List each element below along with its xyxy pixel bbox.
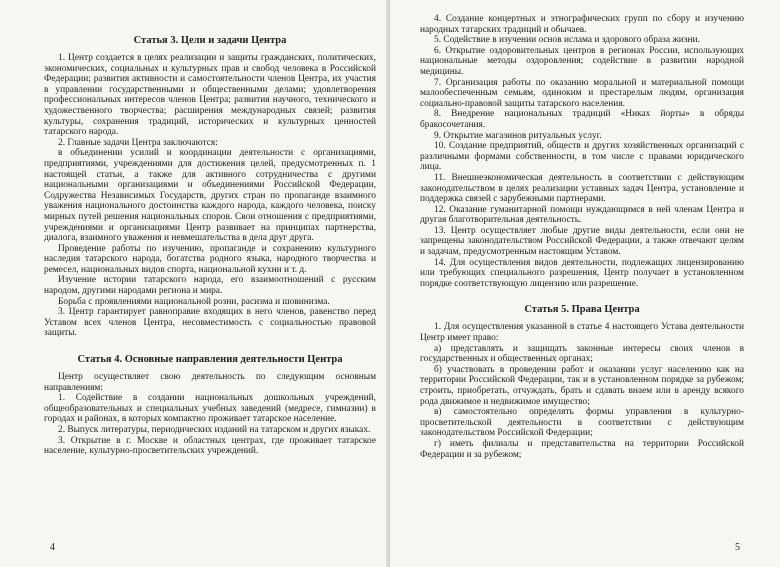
article-5-title: Статья 5. Права Центра — [524, 304, 640, 316]
article-3-paragraph: Изучение истории татарского народа, его взаимоотношений с русским народом, другими народами региона и мира. — [44, 275, 376, 297]
article-5-paragraph: 1. Для осуществления указанной в статье 4 настоящего Устава деятельности Центр имеет право: — [420, 322, 744, 344]
page-number-right: 5 — [735, 542, 740, 553]
article-3-paragraph: Борьба с проявлениями национальной розни, расизма и шовинизма. — [58, 296, 330, 307]
article-4-item: 9. Открытие магазинов ритуальных услуг. — [434, 130, 602, 141]
article-3-paragraph: в объединении усилий и координации деятельности с организациями, предприятиями, учреждениями для достижения целей, предусмотренных п. 1 настоящей статьи, а также для активного сотрудничества с другими национальными организациями и объединениями Российской Федерации, Содружества Независимых Государств, других стран по пропаганде взаимного уважения национального достоинства каждого народа, каждого человека, поиску мирных путей решения национальных споров. Свои отношения с предприятиями, учреждениями и организациями Центр развивает на принципах партнерства, диалога, взаимного уважения и невмешательства в дела друг друга. — [44, 148, 376, 244]
article-5-paragraph: б) участвовать в проведении работ и оказании услуг населению как на территории Российской Федерации, так и в установленном порядке за рубежом; строить, приобретать, отчуждать, брать и сдавать внаем или в аренду всякого рода движимое и недвижимое имущество; — [420, 364, 744, 407]
article-4-item: 8. Внедрение национальных традиций «Никах йорты» в обряды бракосочетания. — [420, 109, 744, 130]
article-4-paragraph: 3. Открытие в г. Москве и областных центрах, где проживает татарское население, культурно-просветительских учреждений. — [44, 435, 376, 457]
article-3-paragraph: 2. Главные задачи Центра заключаются: — [58, 137, 218, 148]
article-4-item: 11. Внешнеэкономическая деятельность в соответствии с действующим законодательством в целях реализации уставных задач Центра, установление и поддержка связей с зарубежными партнерами. — [420, 172, 744, 205]
article-5-paragraph: г) иметь филиалы и представительства на территории Российской Федерации и за рубежом; — [420, 438, 744, 460]
section-gap — [420, 289, 744, 303]
article-3-paragraph: Проведение работы по изучению, пропаганде и сохранению культурного наследия татарского народа, богатства родного языка, народного творчества и ремесел, национальных видов спорта, национальной кухни и т. д. — [44, 243, 376, 275]
article-4-item: 13. Центр осуществляет любые другие виды деятельности, если они не запрещены законодательством Российской Федерации, а также отвечают целям и задачам, предусмотренным настоящим Уставом. — [420, 225, 744, 258]
article-4-paragraph: Центр осуществляет свою деятельность по следующим основным направлениям: — [44, 372, 376, 393]
article-4-item: 6. Открытие оздоровительных центров в регионах России, использующих национальные методы оздоровления; содействие в развитии народной медицины. — [420, 45, 744, 77]
page-number-left: 4 — [50, 542, 55, 553]
article-3-paragraph: 3. Центр гарантирует равноправие входящих в него членов, равенство перед Уставом всех членов Центра, несовместимость с социальностью правовой защиты. — [44, 307, 376, 339]
article-5-paragraph: а) представлять и защищать законные интересы своих членов в государственных и общественных органах; — [420, 343, 744, 365]
article-3-title: Статья 3. Цели и задачи Центра — [133, 35, 287, 46]
article-4-item: 10. Создание предприятий, обществ и других хозяйственных организаций с различными формами собственности, в том числе с правами юридического лица. — [420, 141, 744, 173]
article-4-item: 14. Для осуществления видов деятельности, подлежащих лицензированию или требующих специального разрешения, Центр получает в установленном порядке соответствующую лицензию или разрешение. — [420, 257, 744, 289]
article-4-item: 7. Организация работы по оказанию моральной и материальной помощи малообеспеченным семьям, одиноким и престарелым людям, организация социально-правовой защиты татарского населения. — [420, 77, 744, 109]
article-3-paragraph: 1. Центр создается в целях реализации и защиты гражданских, политических, экономических, социальных и культурных прав и свобод человека в Российской Федерации; развития активности и самостоятельности членов Центра, их участия в управлении государственными и общественными делами; удовлетворения профессиональных интересов членов Центра; развития научного, технического и художественного творчества; расширения международных связей; развития культуры, сохранения традиций, исторических и культурных ценностей татарского народа. — [44, 53, 376, 138]
section-gap — [44, 339, 376, 353]
article-4-paragraph: 2. Выпуск литературы, периодических изданий на татарском и других языках. — [58, 425, 371, 435]
article-4-paragraph: 1. Содействие в создании национальных дошкольных учреждений, общеобразовательных и специальных учебных заведений (медресе, гимназии) в городах и районах, в которых компактно проживает татарское население. — [44, 393, 376, 425]
article-4-item: 5. Содействие в изучении основ ислама и здорового образа жизни. — [434, 35, 700, 46]
article-4-item: 12. Оказание гуманитарной помощи нуждающимся в ней членам Центра и другая благотворительная деятельность. — [420, 204, 744, 226]
article-4-item: 4. Создание концертных и этнографических групп по сбору и изучению народных татарских традиций и обычаев. — [420, 14, 744, 35]
article-5-paragraph: в) самостоятельно определять формы управления в культурно-просветительской деятельности в соответствии с действующим законодательством Российской Федерации; — [420, 407, 744, 439]
article-4-title: Статья 4. Основные направления деятельности Центра — [77, 354, 343, 366]
right-page — [390, 0, 780, 567]
